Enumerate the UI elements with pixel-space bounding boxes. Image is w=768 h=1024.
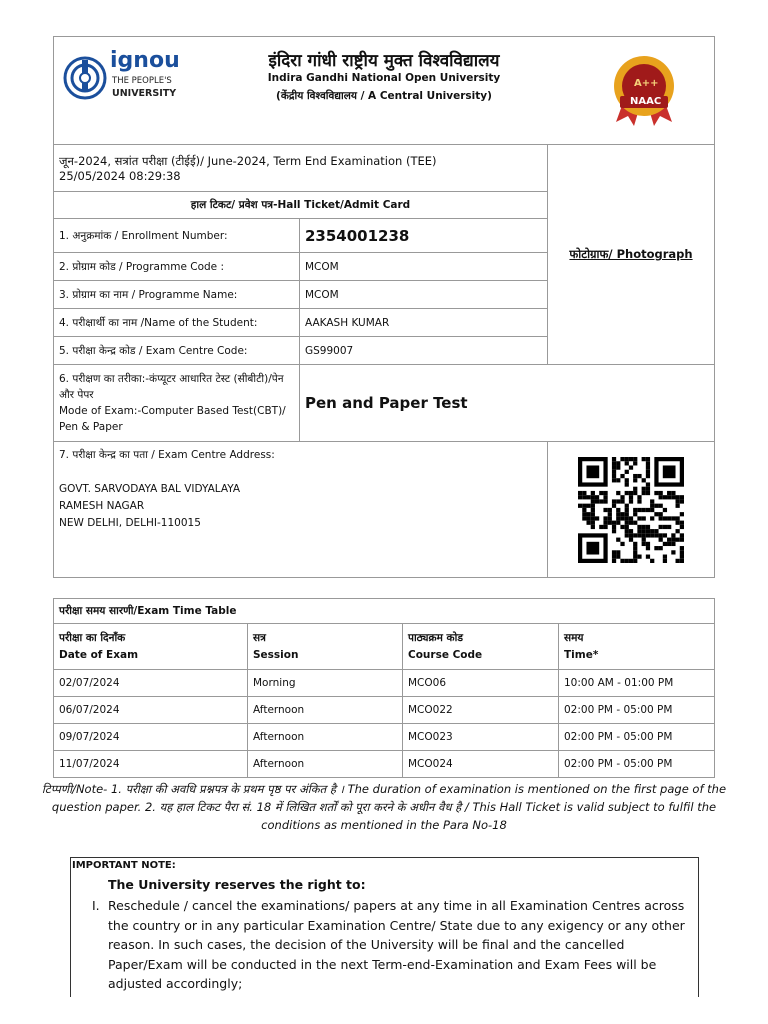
mode-label-line4: Pen & Paper [59,421,123,433]
tt-header-course-en: Course Code [408,648,483,661]
exam-title: जून-2024, सत्रांत परीक्षा (टीईई)/ June-2024, Term End Examination (TEE) [59,153,437,168]
tt-header-course [402,623,559,670]
hall-ticket-title: हाल टिकट/ प्रवेश पत्र-Hall Ticket/Admit Card [53,191,548,219]
exam-info-cell [53,144,548,192]
field-label-programme-name: 3. प्रोग्राम का नाम / Programme Name: [53,280,300,309]
tt-header-time [558,623,715,670]
mode-label-line3: Mode of Exam:-Computer Based Test(CBT)/ [59,405,286,417]
field-label-centre-code: 5. परीक्षा केन्द्र कोड / Exam Centre Code: [53,336,300,365]
tt-header-session [247,623,403,670]
timetable-title: परीक्षा समय सारणी/Exam Time Table [53,598,715,624]
tt-header-session-hi: सत्र [253,631,266,644]
field-value-enrollment: 2354001238 [299,218,548,253]
tt-cell-session: Afternoon [247,750,403,778]
important-note-title: IMPORTANT NOTE: [72,860,176,871]
tt-header-session-en: Session [253,648,299,661]
university-name-hindi: इंदिरा गांधी राष्ट्रीय मुक्त विश्वविद्यालय [268,51,500,71]
tt-header-date [53,623,248,670]
address-line1: GOVT. SARVODAYA BAL VIDYALAYA [59,483,241,495]
address-line3: NEW DELHI, DELHI-110015 [59,517,201,529]
logo-text-line2: UNIVERSITY [112,88,177,99]
important-note-subtitle: The University reserves the right to: [108,877,366,892]
tt-cell-course: MCO022 [402,696,559,724]
qr-cell [547,441,715,578]
university-name-english: Indira Gandhi National Open University [267,72,501,84]
tt-header-time-en: Time* [564,648,599,661]
tt-cell-date: 09/07/2024 [53,723,248,751]
tt-cell-session: Morning [247,669,403,697]
note-block [30,780,738,834]
note-line2: question paper. 2. यह हाल टिकट पैरा सं. 18 में लिखित शर्तों को पूरा करने के अधीन वैध है / This Hall Ticket is valid subject to fulfil the [51,800,717,814]
field-label-enrollment: 1. अनुक्रमांक / Enrollment Number: [53,218,300,253]
tt-cell-session: Afternoon [247,696,403,724]
address-label: 7. परीक्षा केन्द्र का पता / Exam Centre Address: [59,449,275,461]
field-label-programme-code: 2. प्रोग्राम कोड / Programme Code : [53,252,300,281]
ignou-logo [63,50,183,110]
naac-badge [600,48,688,128]
tt-cell-date: 06/07/2024 [53,696,248,724]
tt-cell-course: MCO06 [402,669,559,697]
tt-cell-date: 02/07/2024 [53,669,248,697]
exam-datetime: 25/05/2024 08:29:38 [59,168,181,183]
mode-value: Pen and Paper Test [299,364,715,442]
logo-text-line1: THE PEOPLE'S [112,76,172,86]
address-cell [53,441,548,578]
address-line2: RAMESH NAGAR [59,500,145,512]
qr-code-icon [578,457,684,563]
tt-header-course-hi: पाठ्यक्रम कोड [408,631,463,644]
tt-cell-time: 02:00 PM - 05:00 PM [558,723,715,751]
note-line1: टिप्पणी/Note- 1. परीक्षा की अवधि प्रश्नपत्र के प्रथम पृष्ठ पर अंकित है । The duration of examination is mentioned on the first page of the [41,782,727,796]
tt-cell-course: MCO024 [402,750,559,778]
tt-cell-time: 10:00 AM - 01:00 PM [558,669,715,697]
logo-text-main: ignou [110,48,180,73]
naac-label: NAAC [630,96,662,107]
photograph-box: फोटोग्राफ/ Photograph [547,144,715,365]
tt-header-time-hi: समय [564,631,584,644]
tt-cell-course: MCO023 [402,723,559,751]
field-value-programme-code: MCOM [299,252,548,281]
field-value-centre-code: GS99007 [299,336,548,365]
note-line3: conditions as mentioned in the Para No-18 [261,818,507,832]
naac-grade: A++ [634,78,659,89]
field-value-student-name: AAKASH KUMAR [299,308,548,337]
tt-header-date-en: Date of Exam [59,648,139,661]
mode-label-line1: 6. परीक्षण का तरीका:-कंप्यूटर आधारित टेस्ट (सीबीटी)/पेन [59,373,284,385]
tt-cell-date: 11/07/2024 [53,750,248,778]
field-value-programme-name: MCOM [299,280,548,309]
important-note-item-text: Reschedule / cancel the examinations/ papers at any time in all Examination Centres across the country or in any particular Examination Centre/ State due to any exigency or any other reason. In such cases, the decision of the University will be final and the cancelled Paper/Exam will be conducted in the next Term-end-Examination and Exam Fees will be adjusted accordingly; [108,898,685,991]
important-note-item [92,896,696,994]
tt-cell-time: 02:00 PM - 05:00 PM [558,750,715,778]
tt-cell-time: 02:00 PM - 05:00 PM [558,696,715,724]
mode-label-line2: और पेपर [59,389,94,401]
important-note-item-marker: I. [92,898,100,913]
tt-cell-session: Afternoon [247,723,403,751]
central-university-label: (केंद्रीय विश्वविद्यालय / A Central University) [276,90,492,102]
mode-label-cell [53,364,300,442]
field-label-student-name: 4. परीक्षार्थी का नाम /Name of the Student: [53,308,300,337]
tt-header-date-hi: परीक्षा का दिनाँक [59,631,126,644]
